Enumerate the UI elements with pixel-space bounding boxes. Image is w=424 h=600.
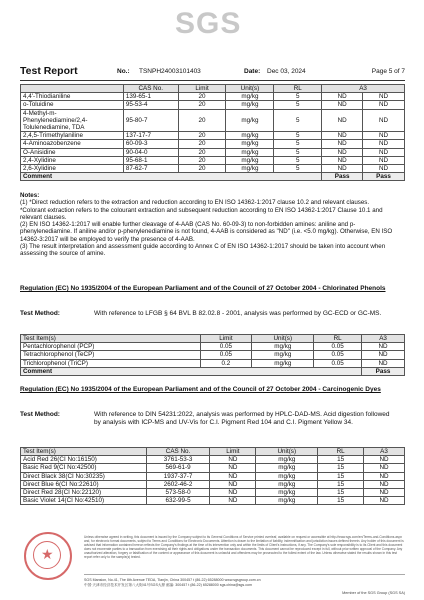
table-cell: 5 (274, 101, 322, 109)
table-row (21, 165, 405, 173)
page-number: Page 5 of 7 (371, 68, 405, 75)
table-cell: 0.2 (200, 359, 252, 367)
header-rule (20, 80, 405, 81)
column-header-unit: Unit(s) (252, 335, 314, 343)
table-cell: ND (322, 148, 363, 156)
table-row (21, 497, 405, 505)
table-cell: ND (210, 497, 256, 505)
table-cell: ND (364, 464, 405, 472)
column-header-a3: A3 (322, 85, 405, 93)
table-cell: ND (363, 109, 405, 132)
table-cell: ND (362, 343, 405, 351)
table-cell: 4-Methyl-m-Phenylenediamine/2,4-Tolulenediamine, TDA (21, 109, 124, 132)
section-title-chlorinated-phenols: Regulation (EC) No 1935/2004 of the European Parliament and of the Council of 27 October 2004 - Chlorinated Phenols (20, 285, 386, 292)
table-row (21, 464, 405, 472)
column-header-unit: Unit(s) (256, 448, 318, 456)
table-cell: 2,4-Xylidine (21, 156, 124, 164)
table-row (21, 480, 405, 488)
table-cell: mg/kg (226, 101, 274, 109)
report-title: Test Report (20, 65, 78, 77)
note-line: (2) EN ISO 14362-1:2017 will enable further cleavage of 4-AAB (CAS No. 60-09-3) to non-forbidden amines: aniline and p-phenylenediamine. If aniline and/or p-phenylenediamine is not found, 4-AAB is considered as "ND" (i.e. <5.0 mg/kg). Otherwise, EN ISO 14362-3:2017 will be employed to verify the presence of 4-AAB. (20, 221, 393, 243)
column-header-test-item: Test Item(s) (21, 335, 201, 343)
table-cell: ND (364, 497, 405, 505)
table-row (21, 140, 405, 148)
table-cell: mg/kg (256, 472, 318, 480)
table-cell: 5 (274, 165, 322, 173)
comment-result: Pass (322, 173, 363, 181)
table-row (21, 148, 405, 156)
table-cell: 5 (274, 93, 322, 101)
column-header-rl: RL (314, 335, 362, 343)
table-row (21, 101, 405, 109)
table-cell: 20 (178, 101, 226, 109)
table-cell: 2,6-Xylidine (21, 165, 124, 173)
table-cell: 0.05 (314, 359, 362, 367)
table-cell: ND (322, 101, 363, 109)
table-cell: 2602-46-2 (146, 480, 210, 488)
table-cell: O-Anisidine (21, 148, 124, 156)
table-cell: 15 (318, 480, 364, 488)
table-cell: 15 (318, 489, 364, 497)
table-cell: 569-61-9 (146, 464, 210, 472)
column-header-test-item: Test Item(s) (21, 448, 147, 456)
amines-table (20, 84, 405, 181)
table-cell: mg/kg (226, 132, 274, 140)
table-cell: mg/kg (226, 165, 274, 173)
table-cell: mg/kg (252, 359, 314, 367)
carcinogenic-dyes-table (20, 447, 405, 505)
table-row (21, 489, 405, 497)
table-header-row (21, 85, 405, 93)
chlorinated-phenols-table (20, 334, 405, 376)
page-footer (20, 530, 405, 600)
table-cell: 95-53-4 (123, 101, 178, 109)
test-method-text: With reference to LFGB § 64 BVL B 82.02.8 - 2001, analysis was performed by GC-ECD or GC-MS. (94, 310, 382, 317)
table-cell: ND (210, 480, 256, 488)
report-number: TSNPH24003101403 (139, 68, 201, 75)
test-method-text: With reference to DIN 54231:2022, analysis was performed by HPLC-DAD-MS. Acid digestion followed by analysis with ICP-MS and UV-Vis for C.I. Pigment Red 104 and C.I. Pigment Yellow 34. (94, 411, 390, 426)
table-cell: ND (322, 165, 363, 173)
group-membership: Member of the SGS Group (SGS SA) (342, 591, 405, 595)
table-cell: ND (362, 351, 405, 359)
table-cell: 15 (318, 456, 364, 464)
table-cell: 5 (274, 156, 322, 164)
table-cell: 5 (274, 109, 322, 132)
table-cell: ND (322, 93, 363, 101)
address-english: SGS Mansion, No.41, The 8th Avenue TEDA, Tianjin, China 300457 t (86-22) 65288000 www.sgsgroup.com.cn (84, 578, 261, 582)
table-row (21, 456, 405, 464)
table-cell: ND (363, 132, 405, 140)
table-cell (21, 85, 124, 93)
table-cell: ND (364, 472, 405, 480)
table-cell: Trichlorophenol (TriCP) (21, 359, 201, 367)
table-cell: 95-68-1 (123, 156, 178, 164)
table-cell: 2,4,5-Trimethylaniline (21, 132, 124, 140)
table-cell: o-Toluidine (21, 101, 124, 109)
table-cell: 1937-37-7 (146, 472, 210, 480)
report-date: Dec 03, 2024 (267, 68, 306, 75)
report-header (20, 67, 405, 79)
column-header-a3: A3 (364, 448, 405, 456)
table-cell: mg/kg (252, 343, 314, 351)
notes-block (20, 192, 405, 258)
address-chinese: 中国·天津市经济技术开发区第八大街41号SGS大厦 邮编: 300457 t (86-22) 65288000 sgs.china@sgs.com (84, 582, 253, 587)
table-cell: 5 (274, 140, 322, 148)
test-method-chlorinated-phenols (20, 310, 405, 328)
report-date-label: Date: (244, 68, 261, 75)
company-address (84, 578, 405, 587)
table-cell: ND (322, 156, 363, 164)
table-cell: 20 (178, 165, 226, 173)
comment-result: Pass (362, 367, 405, 375)
column-header-limit: Limit (178, 85, 226, 93)
table-cell: mg/kg (226, 109, 274, 132)
table-cell: 95-80-7 (123, 109, 178, 132)
column-header-cas: CAS No. (146, 448, 210, 456)
table-cell: 15 (318, 497, 364, 505)
table-cell: ND (363, 165, 405, 173)
table-cell: 20 (178, 109, 226, 132)
table-cell: 20 (178, 148, 226, 156)
column-header-cas: CAS No. (123, 85, 178, 93)
column-header-rl: RL (318, 448, 364, 456)
note-line: *Colorant extraction refers to the colourant extraction and subsequent reduction according to EN ISO 14362-1:2017 Clause 10.1 and relevant clauses. (20, 206, 383, 221)
table-cell: 60-09-3 (123, 140, 178, 148)
table-row (21, 359, 405, 367)
table-cell: ND (210, 456, 256, 464)
table-row (21, 109, 405, 132)
table-cell: ND (363, 93, 405, 101)
comment-label: Comment (21, 367, 362, 375)
table-row (21, 351, 405, 359)
table-cell: Direct Blue 6(CI No:22610) (21, 480, 147, 488)
table-cell: 4-Aminoazobenzene (21, 140, 124, 148)
table-cell: ND (210, 489, 256, 497)
comment-row (21, 173, 405, 181)
table-cell: mg/kg (226, 156, 274, 164)
table-cell: Direct Black 38(CI No:30235) (21, 472, 147, 480)
table-cell: ND (364, 456, 405, 464)
table-cell: 632-99-5 (146, 497, 210, 505)
note-line: (3) The result interpretation and assessment guide according to Annex C of EN ISO 14362-1:2017 should be taken into account when assessing the source of amine. (20, 243, 386, 258)
table-cell: 20 (178, 140, 226, 148)
table-cell: 4,4'-Thiodianiline (21, 93, 124, 101)
column-header-unit: Unit(s) (226, 85, 274, 93)
table-cell: mg/kg (226, 148, 274, 156)
table-cell: Acid Red 26(CI No:16150) (21, 456, 147, 464)
table-row (21, 132, 405, 140)
table-cell: 20 (178, 156, 226, 164)
test-method-label: Test Method: (20, 310, 60, 317)
test-method-carcinogenic-dyes (20, 411, 405, 435)
table-cell: 137-17-7 (123, 132, 178, 140)
report-number-label: No.: (117, 68, 130, 75)
table-row (21, 156, 405, 164)
table-cell: 0.05 (200, 351, 252, 359)
table-cell: ND (363, 101, 405, 109)
table-cell: mg/kg (256, 497, 318, 505)
comment-row (21, 367, 405, 375)
table-cell: ND (364, 489, 405, 497)
table-cell: 0.05 (314, 343, 362, 351)
table-cell: Tetrachlorophenol (TeCP) (21, 351, 201, 359)
table-cell: ND (362, 359, 405, 367)
note-line: (1) *Direct reduction refers to the extraction and reduction according to EN ISO 14362-1:2017 clause 10.2 and relevant clauses. (20, 199, 370, 207)
table-cell: 0.05 (200, 343, 252, 351)
table-cell: 5 (274, 148, 322, 156)
table-cell: mg/kg (256, 480, 318, 488)
table-cell: ND (363, 156, 405, 164)
table-cell: mg/kg (226, 140, 274, 148)
table-row (21, 472, 405, 480)
table-cell: mg/kg (226, 93, 274, 101)
table-cell: ND (210, 472, 256, 480)
sgs-logo: SGS (175, 7, 242, 40)
table-cell: 573-58-0 (146, 489, 210, 497)
section-title-carcinogenic-dyes: Regulation (EC) No 1935/2004 of the European Parliament and of the Council of 27 October 2004 - Carcinogenic Dyes (20, 386, 381, 393)
table-cell: 20 (178, 93, 226, 101)
table-cell: 5 (274, 132, 322, 140)
table-header-row (21, 335, 405, 343)
footer-divider (84, 574, 405, 575)
table-cell: 20 (178, 132, 226, 140)
star-icon: ★ (41, 546, 54, 562)
column-header-limit: Limit (200, 335, 252, 343)
column-header-limit: Limit (210, 448, 256, 456)
table-cell: 3761-53-3 (146, 456, 210, 464)
table-row (21, 343, 405, 351)
table-cell: mg/kg (252, 351, 314, 359)
table-cell: 0.05 (314, 351, 362, 359)
table-cell: 15 (318, 472, 364, 480)
table-cell: mg/kg (256, 464, 318, 472)
table-cell: ND (322, 132, 363, 140)
notes-title: Notes: (20, 192, 40, 199)
comment-label: Comment (21, 173, 322, 181)
table-cell: ND (322, 109, 363, 132)
comment-result: Pass (363, 173, 405, 181)
table-cell: mg/kg (256, 456, 318, 464)
table-cell: ND (363, 140, 405, 148)
table-cell: ND (363, 148, 405, 156)
table-cell: Direct Red 28(CI No:22120) (21, 489, 147, 497)
table-cell: 15 (318, 464, 364, 472)
table-cell: Pentachlorophenol (PCP) (21, 343, 201, 351)
column-header-rl: RL (274, 85, 322, 93)
company-seal (24, 532, 72, 580)
test-method-label: Test Method: (20, 411, 60, 418)
table-header-row (21, 448, 405, 456)
table-cell: ND (364, 480, 405, 488)
table-cell: mg/kg (256, 489, 318, 497)
table-cell: ND (210, 464, 256, 472)
table-cell: 90-04-0 (123, 148, 178, 156)
legal-disclaimer: Unless otherwise agreed in writing, this document is issued by the Company subject to its General Conditions of Service printed overleaf, available on request or accessible at http://www.sgs.com/en/Terms-and-Conditions.aspx and, for electronic format documents, subject to Terms and Conditions for Electronic Documents. Attention is drawn to the limitation of liability, indemnification and jurisdiction issues defined therein. Any holder of this document is advised that information contained hereon reflects the Company's findings at the time of its intervention only and within the limits of Client's instructions, if any. The Company's sole responsibility is to its Client and this document does not exonerate parties to a transaction from exercising all their rights and obligations under the transaction documents. This document cannot be reproduced except in full, without prior written approval of the Company. Any unauthorized alteration, forgery or falsification of the content or appearance of this document is unlawful and offenders may be prosecuted to the fullest extent of the law. Unless otherwise stated the results shown in this test report refer only to the sample(s) tested. (84, 535, 404, 559)
table-cell: 87-62-7 (123, 165, 178, 173)
table-cell: ND (322, 140, 363, 148)
table-cell: 139-65-1 (123, 93, 178, 101)
column-header-a3: A3 (362, 335, 405, 343)
table-cell: Basic Red 9(CI No:42500) (21, 464, 147, 472)
table-cell: Basic Violet 14(CI No:42510) (21, 497, 147, 505)
table-row (21, 93, 405, 101)
